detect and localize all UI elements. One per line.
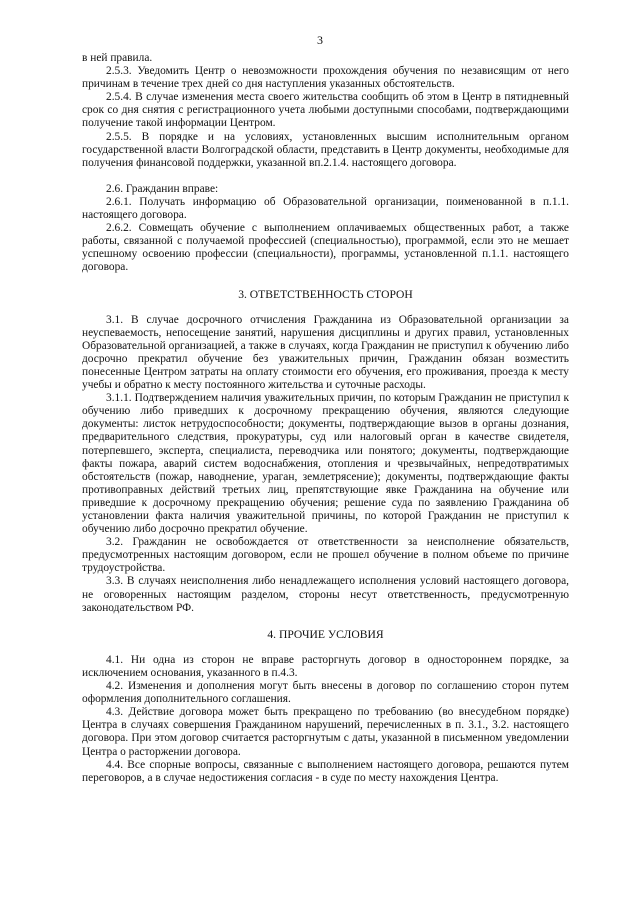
spacer (82, 641, 569, 654)
paragraph: 3.1.1. Подтверждением наличия уважительных причин, по которым Гражданин не приступил к обучению либо приведших к досрочному прекращению обучения, являются следующие документы: листок нетрудоспособности; документы, подтверждающие вызов в органы дознания, предварительного следствия, прокуратуры, суд или налоговый орган в качестве свидетеля, потерпевшего, эксперта, специалиста, переводчика или понятого; документы, подтверждающие факты пожара, аварий систем водоснабжения, отопления и чрезвычайных, непредотвратимых обстоятельств (пожар, наводнение, ураган, землетрясение); документы, подтверждающие факты противоправных действий третьих лиц, препятствующие явке Гражданина на обучение или приведшие к досрочному прекращению обучения; решение суда по заявлению Гражданина об установлении факта наличия уважительной причины, по которой Гражданин не приступил к обучению либо досрочно прекратил обучение. (82, 392, 569, 536)
paragraph: 3.3. В случаях неисполнения либо ненадлежащего исполнения условий настоящего договора, не оговоренных настоящим разделом, стороны несут ответственность, предусмотренную законодательством РФ. (82, 575, 569, 614)
paragraph: 4.4. Все спорные вопросы, связанные с выполнением настоящего договора, решаются путем переговоров, а в случае недостижения согласия - в суде по месту нахождения Центра. (82, 758, 569, 784)
paragraph: 2.6.1. Получать информацию об Образовательной организации, поименованной в п.1.1. настоящего договора. (82, 195, 569, 222)
paragraph: 2.6. Гражданин вправе: (106, 182, 219, 195)
paragraph: 4.2. Изменения и дополнения могут быть внесены в договор по соглашению сторон путем оформления дополнительного соглашения. (82, 680, 569, 706)
paragraph: 4.3. Действие договора может быть прекращено по требованию (во внесудебном порядке) Центра в случаях совершения Гражданином нарушений, перечисленных в п. 3.1., 3.2. настоящего договора. При этом договор считается расторгнутым с даты, указанной в письменном уведомлении Центра о расторжении договора. (82, 706, 569, 758)
document-body (82, 52, 569, 785)
paragraph: 4.1. Ни одна из сторон не вправе расторгнуть договор в одностороннем порядке, за исключением основания, указанного в п.4.3. (82, 653, 569, 679)
spacer (82, 301, 569, 314)
section-heading: 4. ПРОЧИЕ УСЛОВИЯ (267, 627, 384, 641)
spacer (82, 275, 569, 288)
paragraph: в ней правила. (82, 52, 153, 64)
paragraph: 2.6.2. Совмещать обучение с выполнением оплачиваемых общественных работ, а также работы, связанной с получаемой профессией (специальностью), программой, если это не мешает успешному освоению профессии (специальности), программы, установленной п.1.1. настоящего договора. (82, 222, 569, 274)
paragraph: 3.1. В случае досрочного отчисления Гражданина из Образовательной организации за неуспеваемость, непосещение занятий, нарушения дисциплины и других правил, установленных Образовательной организацией, а также в случаях, когда Гражданин не приступил к обучению либо досрочно прекратил обучение без уважительных причин, Гражданин обязан возместить понесенные Центром затраты на оплату стоимости его обучения, его проживания, проезда к месту учебы и обратно к месту постоянного жительства и суточные расходы. (82, 313, 569, 392)
section-heading: 3. ОТВЕТСТВЕННОСТЬ СТОРОН (238, 287, 413, 301)
paragraph: 3.2. Гражданин не освобождается от ответственности за неисполнение обязательств, предусмотренных настоящим договором, если не прошел обучение в полном объеме по причине трудоустройства. (82, 536, 569, 575)
spacer (82, 615, 569, 628)
paragraph: 2.5.5. В порядке и на условиях, установленных высшим исполнительным органом государственной власти Волгоградской области, представить в Центр документы, необходимые для получения финансовой поддержки, указанной вп.2.1.4. настоящего договора. (82, 130, 569, 169)
spacer (82, 170, 569, 183)
paragraph: 2.5.4. В случае изменения места своего жительства сообщить об этом в Центр в пятидневный срок со дня снятия с регистрационного учета любыми доступными способами, подтверждающими получение такой информации Центром. (82, 91, 569, 130)
page-number: 3 (317, 33, 323, 47)
paragraph: 2.5.3. Уведомить Центр о невозможности прохождения обучения по независящим от него причинам в течение трех дней со дня наступления указанных обстоятельств. (82, 65, 569, 91)
